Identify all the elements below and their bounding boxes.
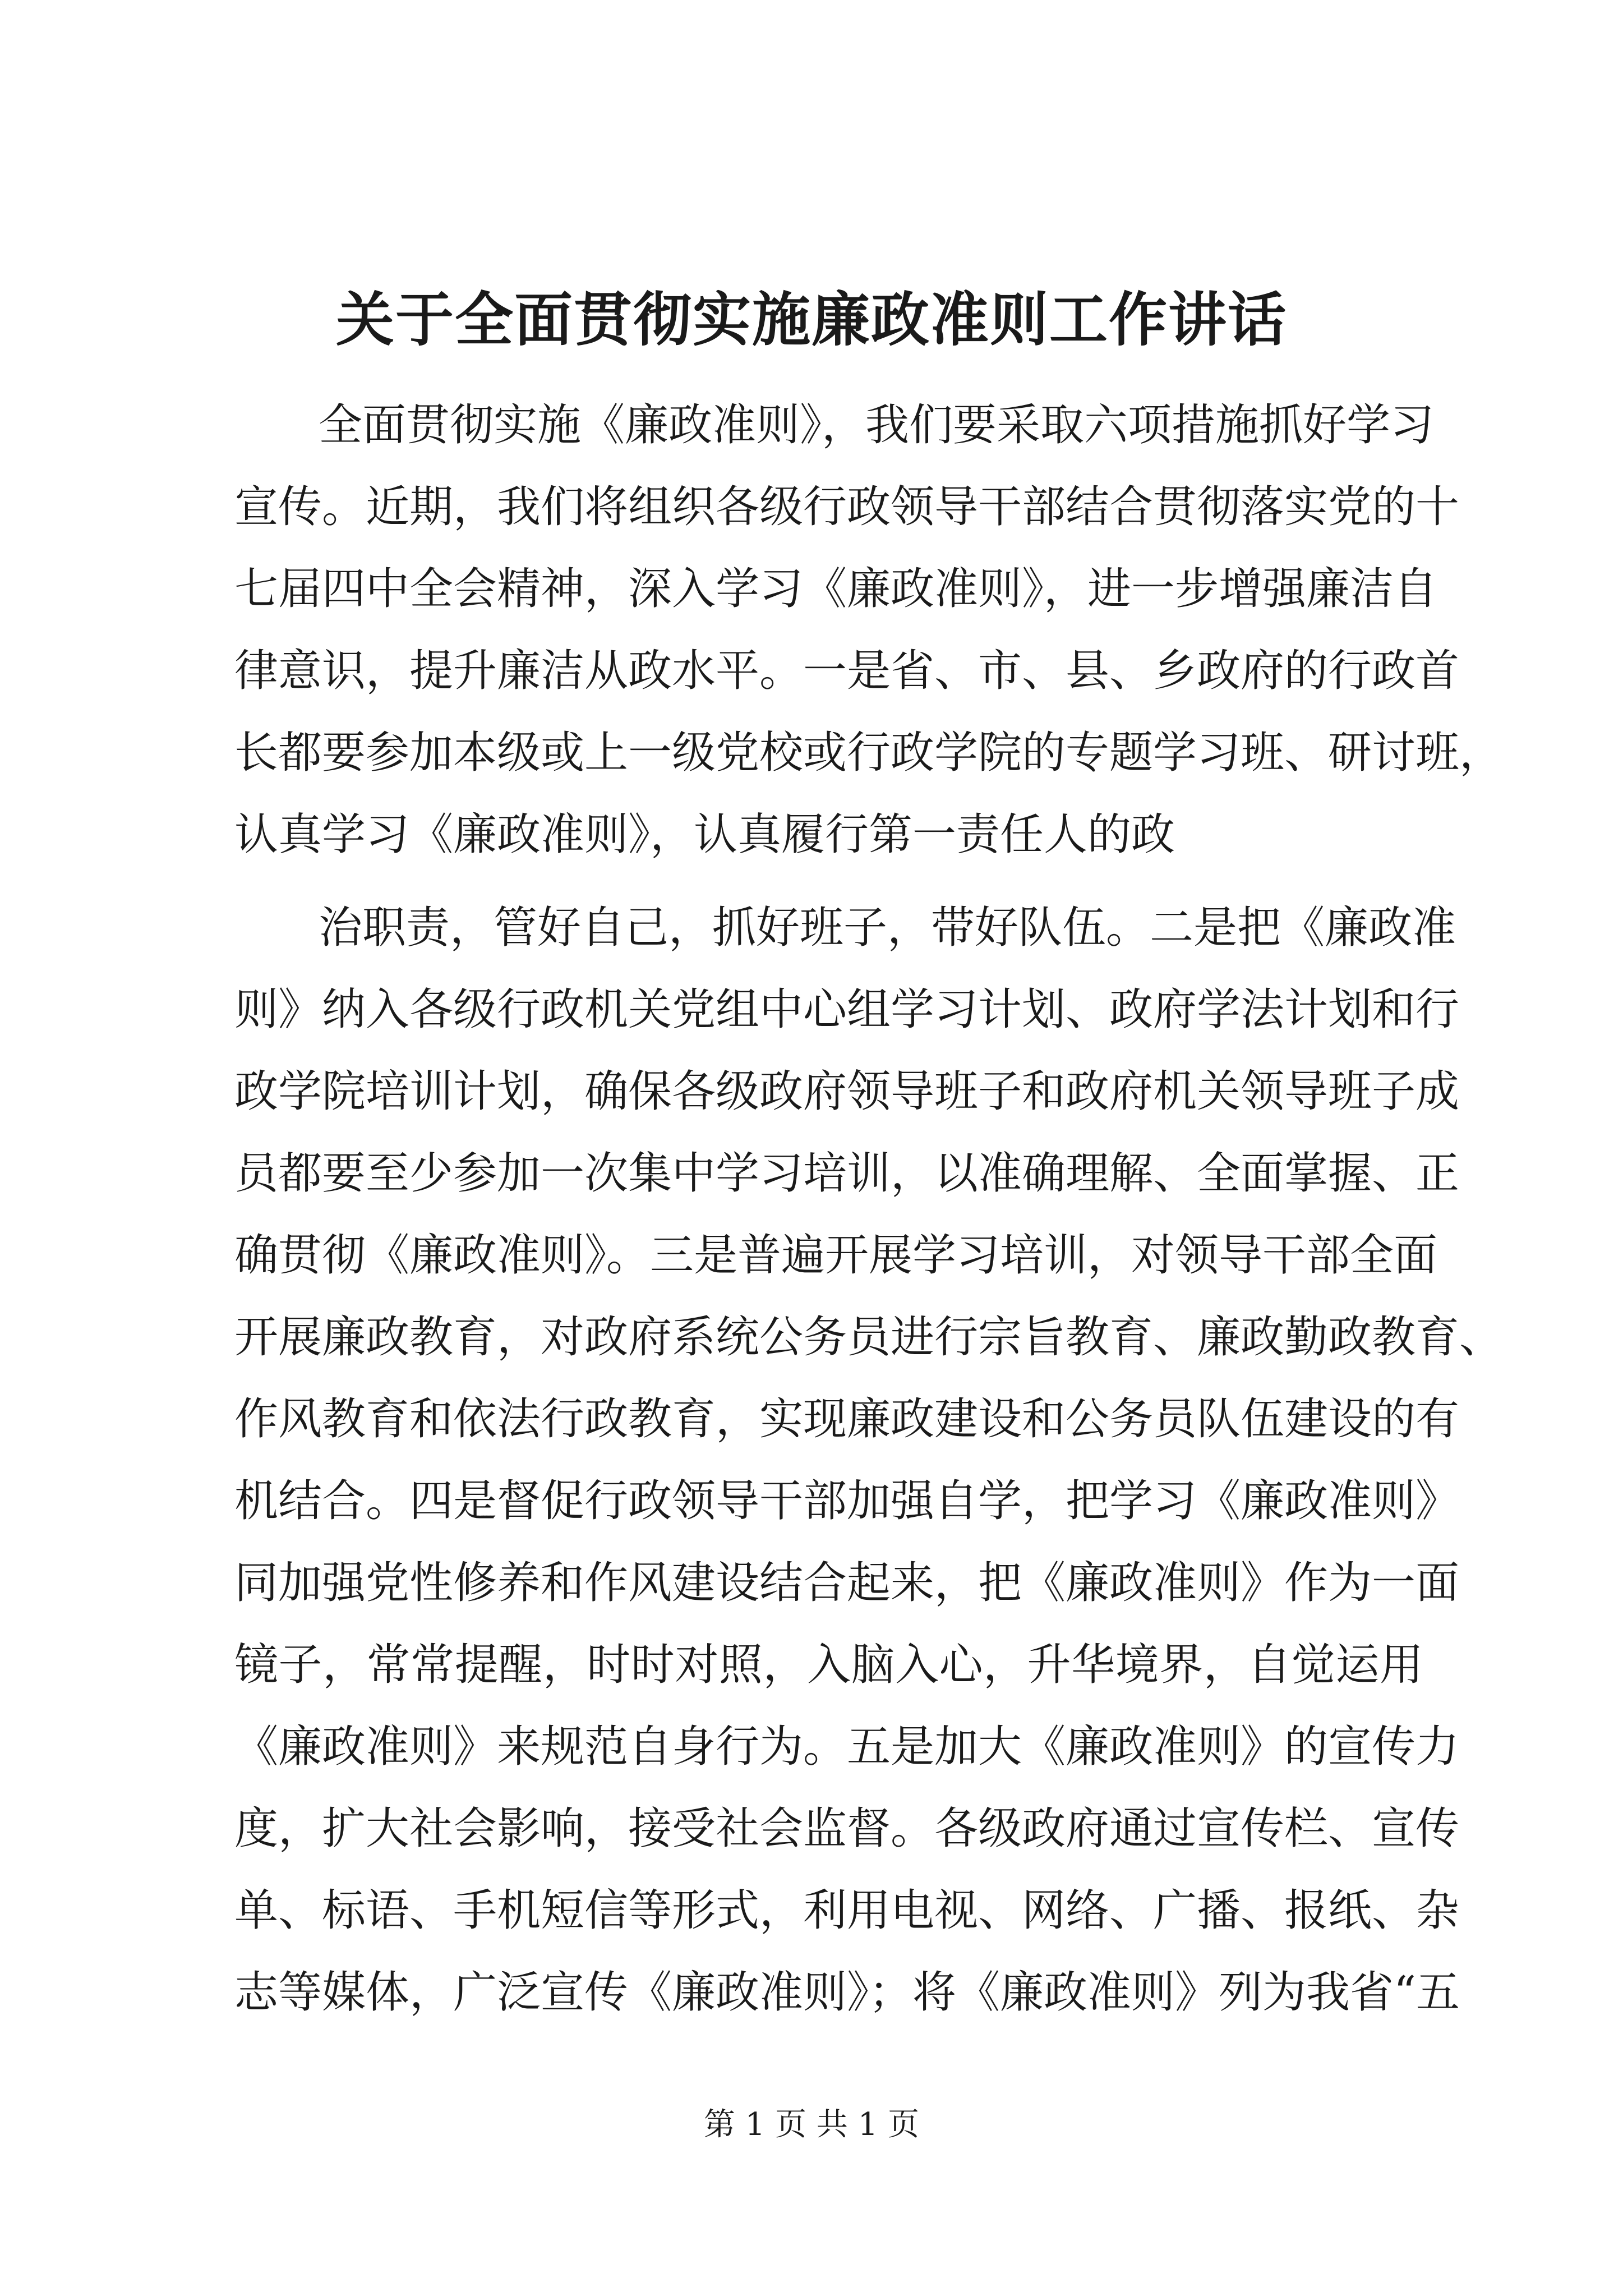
paragraph-line: 宣传。近期，我们将组织各级行政领导干部结合贯彻落实党的十 xyxy=(234,482,1460,532)
paragraph-line: 长都要参加本级或上一级党校或行政学院的专题学习班、研讨班， xyxy=(234,728,1504,778)
page-footer: 第 1 页 共 1 页 xyxy=(703,2106,920,2143)
paragraph-line: 镜子，常常提醒，时时对照，入脑入心，升华境界，自觉运用 xyxy=(234,1640,1423,1690)
paragraph-spacer xyxy=(234,876,1423,887)
paragraph-line: 七届四中全会精神，深入学习《廉政准则》，进一步增强廉洁自 xyxy=(234,564,1438,614)
paragraph-line: 《廉政准则》来规范自身行为。五是加大《廉政准则》的宣传力 xyxy=(234,1722,1460,1772)
paragraph-2 xyxy=(234,887,1504,2033)
document-body xyxy=(234,384,1504,2033)
paragraph-line: 律意识，提升廉洁从政水平。一是省、市、县、乡政府的行政首 xyxy=(234,646,1460,696)
paragraph-line: 员都要至少参加一次集中学习培训，以准确理解、全面掌握、正 xyxy=(234,1148,1460,1199)
paragraph-line: 同加强党性修养和作风建设结合起来，把《廉政准则》作为一面 xyxy=(234,1558,1460,1608)
paragraph-line: 作风教育和依法行政教育，实现廉政建设和公务员队伍建设的有 xyxy=(234,1394,1460,1444)
paragraph-line: 志等媒体，广泛宣传《廉政准则》；将《廉政准则》列为我省“五 xyxy=(234,1967,1460,2018)
paragraph-line: 全面贯彻实施《廉政准则》，我们要采取六项措施抓好学习 xyxy=(319,400,1435,450)
paragraph-line: 机结合。四是督促行政领导干部加强自学，把学习《廉政准则》 xyxy=(234,1476,1460,1526)
paragraph-line: 治职责，管好自己，抓好班子，带好队伍。二是把《廉政准 xyxy=(319,903,1456,953)
document-title: 关于全面贯彻实施廉政准则工作讲话 xyxy=(335,285,1287,354)
paragraph-line: 政学院培训计划，确保各级政府领导班子和政府机关领导班子成 xyxy=(234,1066,1460,1117)
paragraph-line: 确贯彻《廉政准则》。三是普遍开展学习培训，对领导干部全面 xyxy=(234,1230,1438,1281)
paragraph-line: 单、标语、手机短信等形式，利用电视、网络、广播、报纸、杂 xyxy=(234,1885,1460,1936)
paragraph-1 xyxy=(234,384,1504,876)
paragraph-line: 度，扩大社会影响，接受社会监督。各级政府通过宣传栏、宣传 xyxy=(234,1803,1460,1854)
paragraph-line: 则》纳入各级行政机关党组中心组学习计划、政府学法计划和行 xyxy=(234,984,1460,1035)
paragraph-line: 开展廉政教育，对政府系统公务员进行宗旨教育、廉政勤政教育、 xyxy=(234,1312,1504,1363)
paragraph-line: 认真学习《廉政准则》，认真履行第一责任人的政 xyxy=(234,809,1175,860)
